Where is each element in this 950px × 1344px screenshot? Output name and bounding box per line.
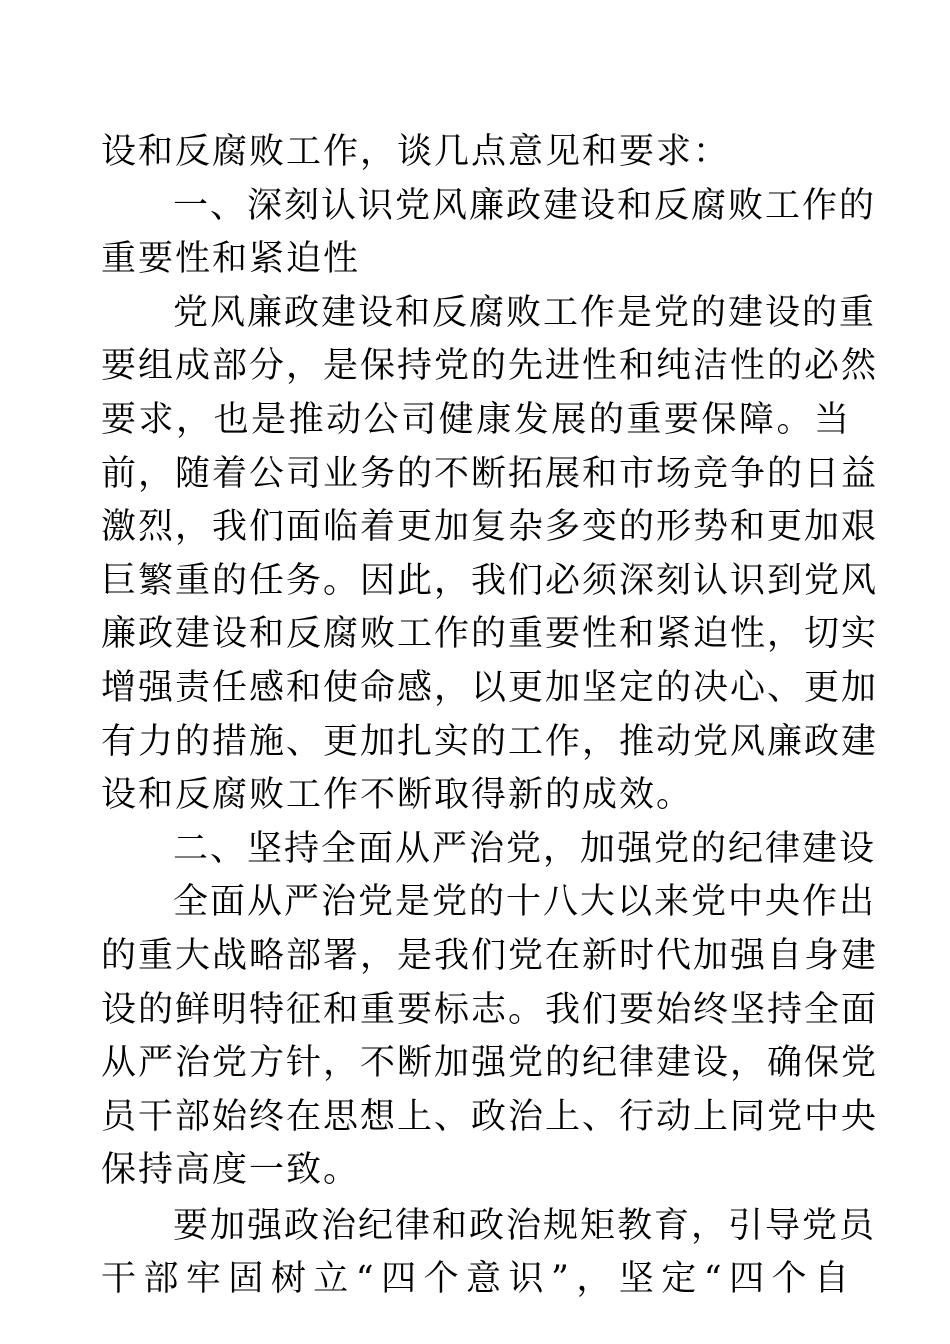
section-heading-2: 二、坚持全面从严治党，加强党的纪律建设 [173, 828, 877, 869]
paragraph-1-line-3: 要求，也是推动公司健康发展的重要保障。当 [101, 399, 851, 440]
paragraph-1-line-10: 设和反腐败工作不断取得新的成效。 [101, 775, 694, 816]
paragraph-1-line-6: 巨繁重的任务。因此，我们必须深刻认识到党风 [101, 560, 879, 601]
paragraph-2-line-4: 从严治党方针，不断加强党的纪律建设，确保党 [101, 1043, 879, 1084]
text-line-1: 设和反腐败工作，谈几点意见和要求： [101, 132, 731, 172]
paragraph-2-line-3: 设的鲜明特征和重要标志。我们要始终坚持全面 [101, 989, 879, 1030]
paragraph-2-line-2: 的重大战略部署，是我们党在新时代加强自身建 [101, 935, 879, 976]
paragraph-1-line-4: 前，随着公司业务的不断拓展和市场竞争的日益 [101, 453, 879, 494]
document-body [101, 126, 879, 1307]
paragraph-2-line-5: 员干部始终在思想上、政治上、行动上同党中央 [101, 1096, 879, 1137]
paragraph-2-line-1: 全面从严治党是党的十八大以来党中央作出 [173, 882, 877, 923]
paragraph-1-line-5: 激烈，我们面临着更加复杂多变的形势和更加艰 [101, 507, 879, 548]
paragraph-1-line-7: 廉政建设和反腐败工作的重要性和紧迫性，切实 [101, 614, 879, 655]
paragraph-1-line-2: 要组成部分，是保持党的先进性和纯洁性的必然 [101, 346, 879, 387]
paragraph-3-line-2: 干部牢固树立“四个意识”，坚定“四个自 [101, 1259, 851, 1300]
section-heading-1-line-1: 一、深刻认识党风廉政建设和反腐败工作的 [173, 185, 877, 226]
paragraph-1-line-9: 有力的措施、更加扎实的工作，推动党风廉政建 [101, 721, 879, 762]
paragraph-2-line-6: 保持高度一致。 [101, 1150, 361, 1191]
section-heading-1-line-2: 重要性和紧迫性 [101, 239, 361, 280]
paragraph-1-line-8: 增强责任感和使命感，以更加坚定的决心、更加 [101, 667, 879, 708]
paragraph-3-line-1: 要加强政治纪律和政治规矩教育，引导党员 [173, 1205, 877, 1246]
paragraph-1-line-1: 党风廉政建设和反腐败工作是党的建设的重 [173, 292, 877, 333]
